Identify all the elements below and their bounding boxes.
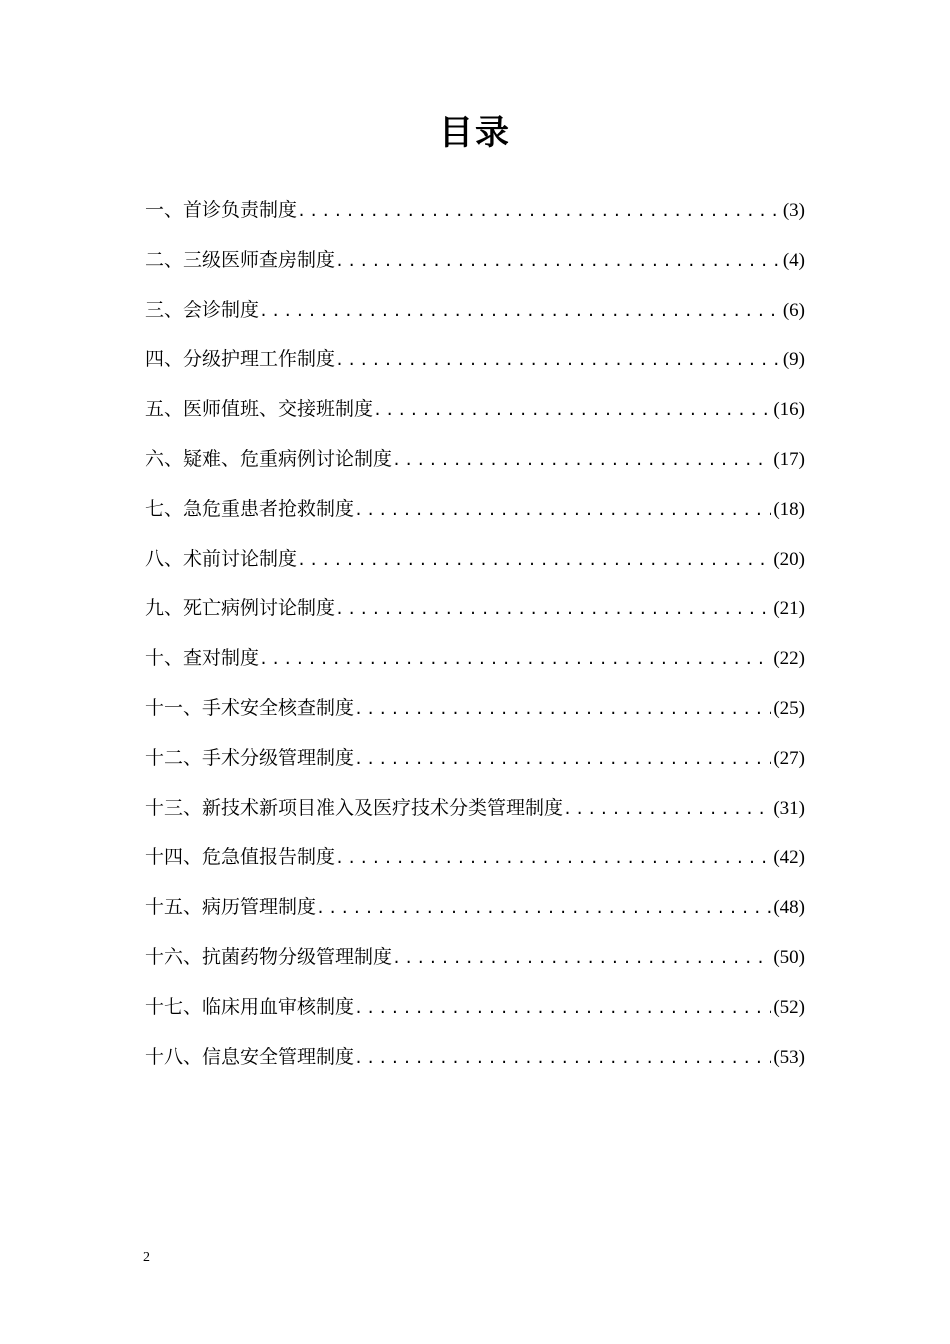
toc-entry-page: (52) bbox=[773, 996, 805, 1018]
toc-entry-page: (16) bbox=[773, 399, 805, 421]
toc-dot-leader bbox=[354, 742, 771, 776]
toc-entry[interactable] bbox=[145, 1040, 805, 1090]
table-of-contents bbox=[145, 193, 805, 1089]
toc-entry-label: 三、会诊制度 bbox=[145, 298, 260, 321]
toc-dot-leader bbox=[335, 592, 771, 626]
toc-entry-label: 十三、新技术新项目准入及医疗技术分类管理制度 bbox=[145, 796, 564, 819]
toc-entry[interactable] bbox=[145, 591, 805, 641]
toc-entry-page: (6) bbox=[782, 299, 805, 321]
toc-entry-page: (31) bbox=[773, 797, 805, 819]
toc-entry-page: (3) bbox=[782, 200, 805, 221]
toc-entry-label: 十八、信息安全管理制度 bbox=[145, 1045, 355, 1068]
toc-entry[interactable] bbox=[145, 940, 805, 990]
toc-entry-label: 二、三级医师查房制度 bbox=[145, 248, 336, 271]
page-number: 2 bbox=[143, 1250, 150, 1265]
toc-entry-page: (22) bbox=[773, 648, 805, 670]
toc-entry[interactable] bbox=[145, 293, 805, 343]
toc-entry[interactable] bbox=[145, 392, 805, 442]
toc-entry-page: (18) bbox=[773, 498, 805, 520]
toc-entry-label: 十、查对制度 bbox=[145, 647, 260, 670]
toc-dot-leader bbox=[354, 493, 771, 527]
toc-dot-leader bbox=[259, 642, 771, 676]
toc-entry[interactable] bbox=[145, 542, 805, 592]
toc-dot-leader bbox=[354, 1041, 771, 1075]
toc-entry-label: 八、术前讨论制度 bbox=[145, 547, 298, 570]
toc-dot-leader bbox=[335, 343, 781, 377]
toc-entry[interactable] bbox=[145, 641, 805, 691]
toc-entry-label: 七、急危重患者抢救制度 bbox=[145, 497, 355, 520]
toc-entry[interactable] bbox=[145, 442, 805, 492]
toc-dot-leader bbox=[354, 991, 771, 1025]
toc-entry-page: (25) bbox=[773, 697, 805, 719]
toc-entry[interactable] bbox=[145, 342, 805, 392]
page-title: 目录 bbox=[439, 113, 511, 153]
toc-entry-page: (17) bbox=[773, 448, 805, 470]
toc-entry[interactable] bbox=[145, 840, 805, 890]
toc-entry[interactable] bbox=[145, 691, 805, 741]
toc-entry[interactable] bbox=[145, 243, 805, 293]
toc-entry-label: 十七、临床用血审核制度 bbox=[145, 995, 355, 1018]
toc-entry-label: 一、首诊负责制度 bbox=[145, 199, 298, 221]
toc-entry-page: (53) bbox=[773, 1046, 805, 1068]
toc-dot-leader bbox=[335, 841, 771, 875]
toc-entry-page: (21) bbox=[773, 598, 805, 620]
toc-entry[interactable] bbox=[145, 492, 805, 542]
toc-entry[interactable] bbox=[145, 741, 805, 791]
toc-entry-page: (42) bbox=[773, 847, 805, 869]
toc-entry-label: 十六、抗菌药物分级管理制度 bbox=[145, 945, 393, 968]
toc-dot-leader bbox=[392, 443, 771, 477]
toc-entry-label: 十四、危急值报告制度 bbox=[145, 846, 336, 869]
toc-dot-leader bbox=[354, 692, 771, 726]
toc-entry-label: 九、死亡病例讨论制度 bbox=[145, 597, 336, 620]
toc-entry[interactable] bbox=[145, 990, 805, 1040]
toc-entry-page: (27) bbox=[773, 747, 805, 769]
toc-entry[interactable] bbox=[145, 791, 805, 841]
toc-entry-label: 六、疑难、危重病例讨论制度 bbox=[145, 447, 393, 470]
toc-entry-label: 四、分级护理工作制度 bbox=[145, 348, 336, 371]
toc-entry[interactable] bbox=[145, 193, 805, 243]
toc-dot-leader bbox=[563, 792, 771, 826]
toc-entry-page: (48) bbox=[773, 897, 805, 919]
toc-entry-page: (4) bbox=[782, 249, 805, 271]
toc-entry-label: 十一、手术安全核查制度 bbox=[145, 696, 355, 719]
toc-dot-leader bbox=[335, 244, 781, 278]
toc-entry-page: (20) bbox=[773, 548, 805, 570]
toc-dot-leader bbox=[316, 891, 771, 925]
toc-entry-label: 五、医师值班、交接班制度 bbox=[145, 398, 374, 421]
toc-dot-leader bbox=[373, 393, 771, 427]
toc-dot-leader bbox=[297, 194, 781, 228]
toc-entry-page: (50) bbox=[773, 946, 805, 968]
toc-entry-label: 十五、病历管理制度 bbox=[145, 896, 317, 919]
toc-dot-leader bbox=[259, 294, 781, 328]
toc-dot-leader bbox=[297, 543, 771, 577]
toc-entry-page: (9) bbox=[782, 349, 805, 371]
toc-dot-leader bbox=[392, 941, 771, 975]
toc-entry[interactable] bbox=[145, 890, 805, 940]
toc-entry-label: 十二、手术分级管理制度 bbox=[145, 746, 355, 769]
